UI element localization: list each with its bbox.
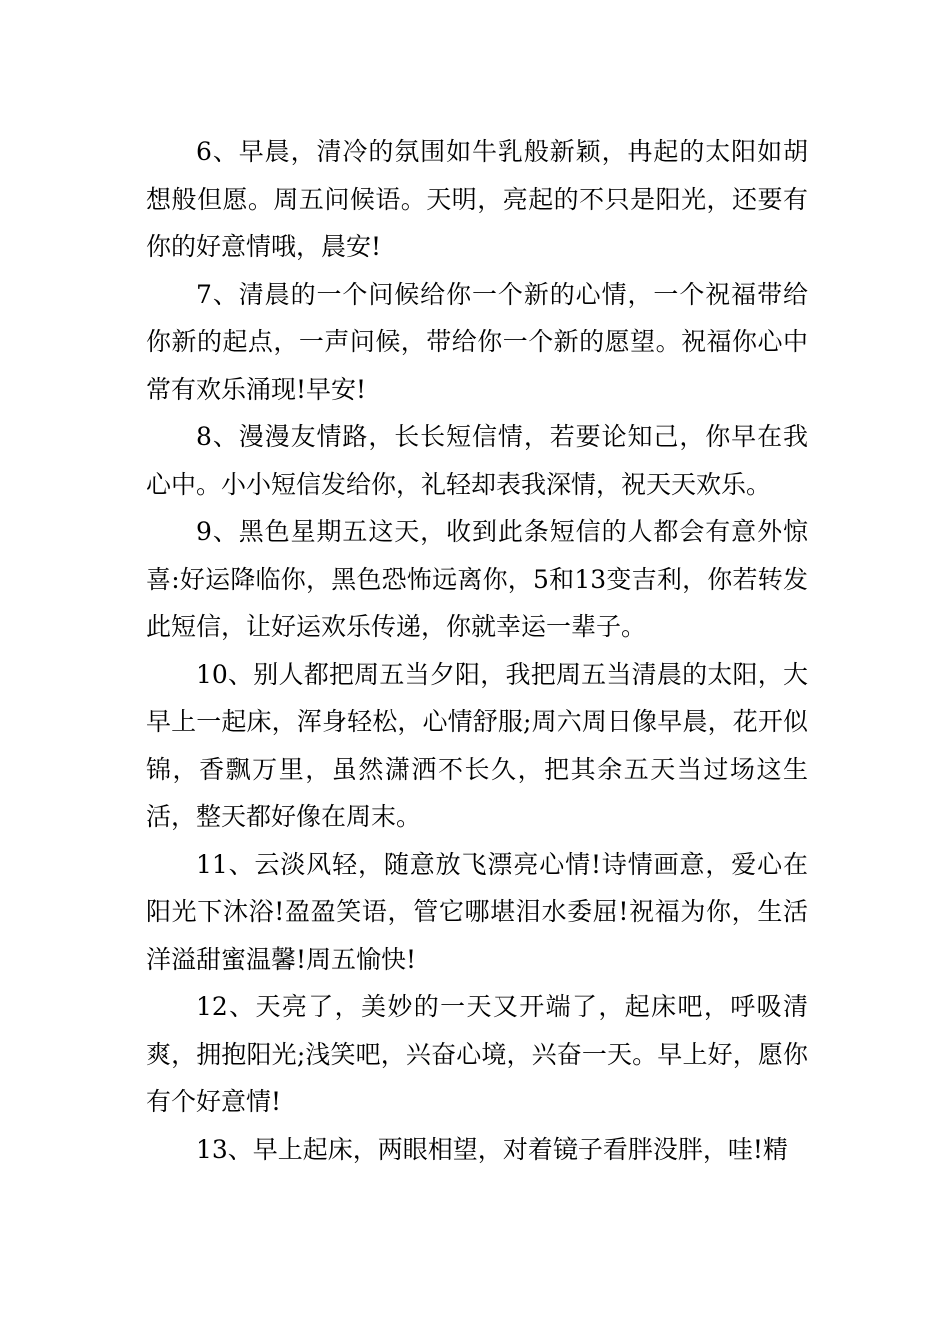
- paragraph-10: 10、别人都把周五当夕阳，我把周五当清晨的太阳，大早上一起床，浑身轻松，心情舒服;周六周日像早晨，花开似锦，香飘万里，虽然潇洒不长久，把其余五天当过场这生活，整天都好像在周末。: [146, 659, 808, 831]
- paragraph-9: 9、黑色星期五这天，收到此条短信的人都会有意外惊喜:好运降临你，黑色恐怖远离你，5和13变吉利，你若转发此短信，让好运欢乐传递，你就幸运一辈子。: [146, 517, 808, 641]
- paragraph-8: 8、漫漫友情路，长长短信情，若要论知己，你早在我心中。小小短信发给你，礼轻却表我深情，祝天天欢乐。: [146, 422, 808, 499]
- paragraph-6: 6、早晨，清冷的氛围如牛乳般新颖，冉起的太阳如胡想般但愿。周五问候语。天明，亮起的不只是阳光，还要有你的好意情哦，晨安!: [146, 137, 808, 261]
- paragraph-7: 7、清晨的一个问候给你一个新的心情，一个祝福带给你新的起点，一声问候，带给你一个新的愿望。祝福你心中常有欢乐涌现!早安!: [146, 279, 808, 404]
- document-body: [146, 128, 808, 1173]
- paragraph-11: 11、云淡风轻，随意放飞漂亮心情!诗情画意，爱心在阳光下沐浴!盈盈笑语，管它哪堪泪水委屈!祝福为你，生活洋溢甜蜜温馨!周五愉快!: [146, 849, 808, 974]
- paragraph-12: 12、天亮了，美妙的一天又开端了，起床吧，呼吸清爽，拥抱阳光;浅笑吧，兴奋心境，兴奋一天。早上好，愿你有个好意情!: [146, 992, 808, 1116]
- paragraph-13: 13、早上起床，两眼相望，对着镜子看胖没胖，哇!精: [196, 1134, 788, 1164]
